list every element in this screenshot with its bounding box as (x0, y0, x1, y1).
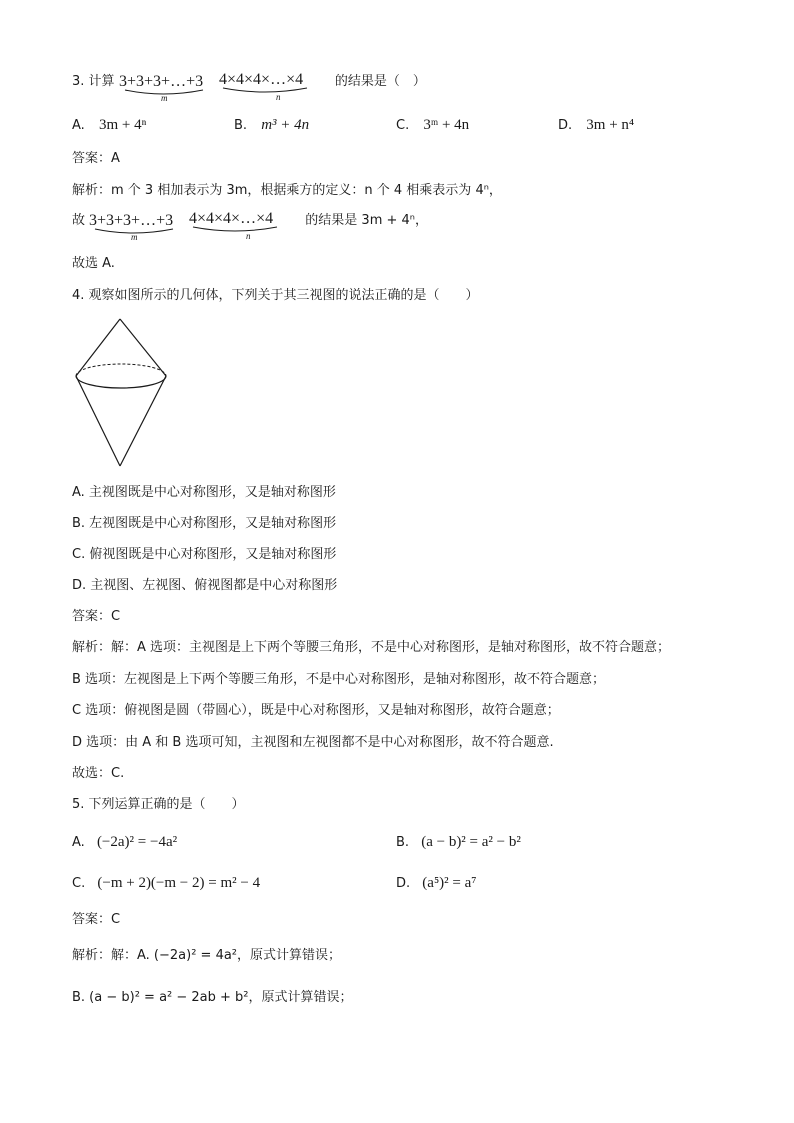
q3-expr-left-sub: m (160, 93, 168, 102)
q3-option-d-math: 3m + n⁴ (586, 117, 635, 133)
q3-analysis-expr-left-sub: m (131, 232, 138, 241)
q3-stem-suffix: 的结果是（ ） (334, 74, 426, 89)
q3-analysis-expr-right: 4×4×4×…×4 (189, 211, 274, 227)
q3-analysis-1: 解析：m 个 3 相加表示为 3m，根据乘方的定义：n 个 4 相乘表示为 4ⁿ， (72, 183, 502, 198)
q3-option-a-label: A. (72, 118, 85, 133)
q5-option-b-label: B. (396, 835, 410, 850)
q3-option-b-label: B. (234, 118, 248, 133)
q4-analysis-b: B 选项：左视图是上下两个等腰三角形，不是中心对称图形，是轴对称图形，故不符合题意； (72, 672, 606, 687)
q4-stem: 4. 观察如图所示的几何体，下列关于其三视图的说法正确的是（ ） (72, 288, 479, 303)
q3-stem-line (72, 72, 426, 102)
q4-option-b: B. 左视图既是中心对称图形，又是轴对称图形 (72, 516, 337, 531)
q3-conclusion: 故选 A. (72, 256, 115, 271)
q5-stem: 5. 下列运算正确的是（ ） (72, 797, 245, 812)
q3-stem-prefix: 3. 计算 (72, 74, 115, 89)
q3-option-d-label: D. (558, 118, 573, 133)
q3-option-b-math: m³ + 4n (261, 117, 310, 133)
q3-expr-right-sub: n (275, 92, 281, 102)
double-cone-figure (72, 316, 172, 470)
q5-option-a (72, 832, 177, 853)
q3-expr-left: 3+3+3+…+3 (118, 73, 203, 90)
q4-option-d: D. 主视图、左视图、俯视图都是中心对称图形 (72, 578, 338, 593)
q5-answer: 答案：C (72, 912, 121, 927)
q3-analysis-expression (89, 211, 301, 241)
q3-analysis-2-suffix: 的结果是 3m + 4ⁿ， (305, 213, 428, 228)
q3-analysis-expression-graphic (89, 211, 301, 241)
q4-analysis-d: D 选项：由 A 和 B 选项可知，主视图和左视图都不是中心对称图形，故不符合题意. (72, 735, 554, 750)
q4-option-a: A. 主视图既是中心对称图形，又是轴对称图形 (72, 485, 336, 500)
q4-answer: 答案：C (72, 609, 121, 624)
q5-option-d-label: D. (396, 876, 411, 891)
q3-analysis-2 (72, 211, 428, 241)
q3-option-c-math: 3ᵐ + 4n (423, 117, 470, 133)
q5-option-c-math: (−m + 2)(−m − 2) = m² − 4 (97, 875, 261, 891)
q5-option-d-math: (a⁵)² = a⁷ (422, 875, 477, 891)
q5-option-a-label: A. (72, 835, 85, 850)
q5-option-b (396, 832, 521, 853)
q4-analysis-a: 解析：解：A 选项：主视图是上下两个等腰三角形，不是中心对称图形，是轴对称图形，故不符合题意； (72, 640, 671, 655)
q3-analysis-expr-right-sub: n (246, 231, 251, 241)
q3-answer: 答案：A (72, 151, 120, 166)
q5-analysis-b: B. (a − b)² = a² − 2ab + b²，原式计算错误； (72, 990, 353, 1005)
q5-analysis-a: 解析：解：A. (−2a)² = 4a²，原式计算错误； (72, 948, 342, 963)
q3-option-c (396, 115, 469, 136)
q3-option-d (558, 115, 634, 136)
q3-expression-graphic (119, 72, 331, 102)
q3-option-a-math: 3m + 4ⁿ (98, 117, 147, 133)
q3-analysis-expr-left: 3+3+3+…+3 (89, 212, 174, 229)
ellipse-front-arc (76, 376, 166, 388)
q4-option-c: C. 俯视图既是中心对称图形，又是轴对称图形 (72, 547, 337, 562)
ellipse-back-arc (76, 364, 166, 376)
q3-analysis-2-prefix: 故 (72, 213, 86, 228)
cone-top-left-edge (76, 319, 120, 376)
q5-option-c (72, 873, 260, 894)
cone-top-right-edge (120, 319, 166, 376)
q5-option-c-label: C. (72, 876, 86, 891)
q4-conclusion: 故选：C. (72, 766, 125, 781)
q3-expression (119, 72, 331, 102)
cone-bottom-right-edge (120, 376, 166, 466)
q3-option-a (72, 115, 146, 136)
q3-option-b (234, 115, 309, 136)
q5-option-d (396, 873, 477, 894)
q3-expr-right: 4×4×4×…×4 (218, 72, 303, 88)
q3-option-c-label: C. (396, 118, 410, 133)
q5-option-b-math: (a − b)² = a² − b² (421, 834, 521, 850)
q5-option-a-math: (−2a)² = −4a² (96, 834, 178, 850)
cone-bottom-left-edge (76, 376, 120, 466)
q4-analysis-c: C 选项：俯视图是圆（带圆心），既是中心对称图形，又是轴对称图形，故符合题意； (72, 703, 560, 718)
